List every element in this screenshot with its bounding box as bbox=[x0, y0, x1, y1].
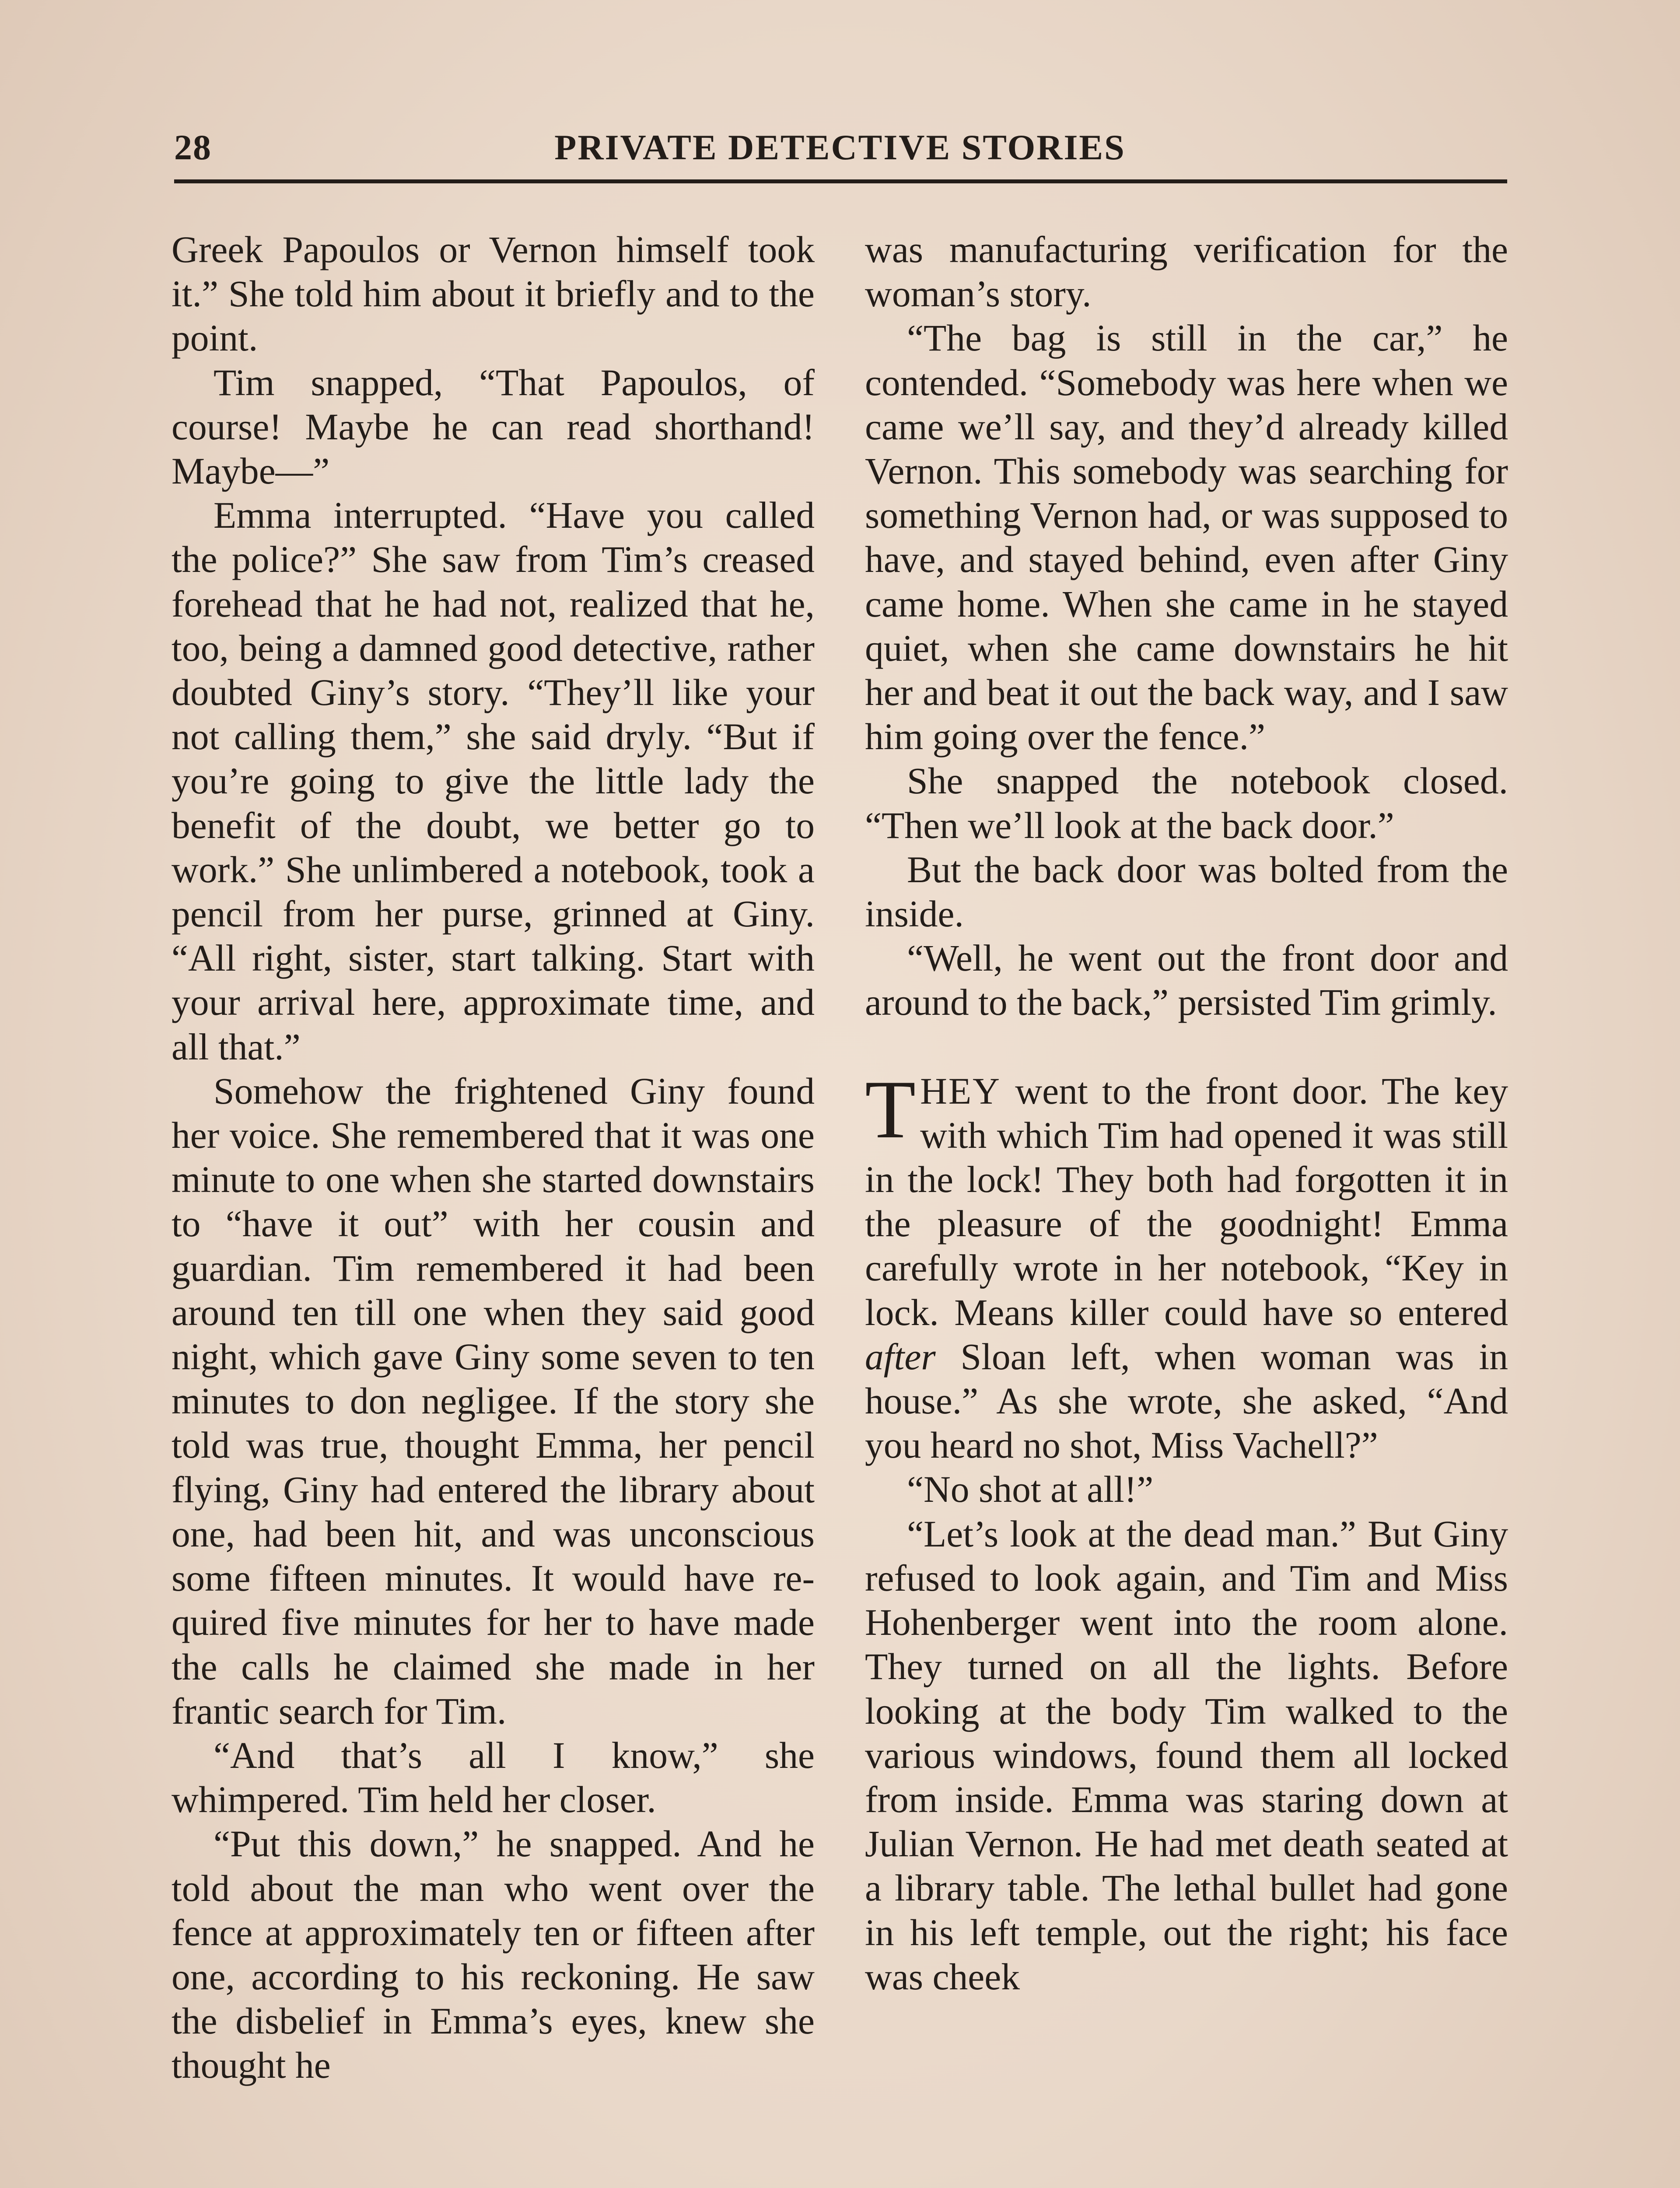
left-text-column bbox=[172, 228, 815, 2088]
paragraph-text: Sloan left, when woman was in house.” As she wrote, she asked, “And you heard no shot, Miss Vachell?” bbox=[865, 1336, 1508, 1466]
paragraph: Somehow the frightened Giny found her voice. She remembered that it was one minute to one when she started downstairs to “have it out” with her cousin and guardian. Tim remembered it had been around ten till one when they said good night, which gave Giny some seven to ten minutes to don negligee. If the story she told was true, thought Emma, her pencil flying, Giny had entered the library about one, had been hit, and was unconscious some fifteen minutes. It would have required five minutes for her to have made the calls he claimed she made in her frantic search for Tim. bbox=[172, 1070, 815, 1732]
paragraph: “And that’s all I know,” she whimpered. Tim held her closer. bbox=[172, 1734, 815, 1821]
header-rule bbox=[174, 179, 1507, 183]
section-start-paragraph bbox=[865, 1063, 1508, 1468]
paragraph-text: went to the front door. The key with which Tim had opened it was still in the lock! They both had forgotten it in the pleasure of the goodnight! Emma carefully wrote in her notebook, “Key in lock. Means killer could have so entered bbox=[865, 1070, 1508, 1333]
paragraph: Greek Papoulos or Vernon himself took it.” She told him about it briefly and to the point. bbox=[172, 229, 815, 359]
page-number: 28 bbox=[174, 127, 212, 167]
paragraph: “No shot at all!” bbox=[907, 1469, 1154, 1511]
paragraph: But the back door was bolted from the inside. bbox=[865, 849, 1508, 935]
small-caps-lead: HEY bbox=[920, 1070, 1001, 1112]
paragraph: Tim snapped, “That Papoulos, of course! Maybe he can read shorthand! Maybe—” bbox=[172, 361, 815, 492]
italic-word: after bbox=[865, 1336, 936, 1378]
paragraph: She snapped the notebook closed. “Then we’ll look at the back door.” bbox=[865, 760, 1508, 846]
paragraph: “Let’s look at the dead man.” But Giny refused to look again, and Tim and Miss Hohenberger went into the room alone. They turned on all the lights. Before looking at the body Tim walked to the various windows, found them all locked from inside. Emma was staring down at Julian Vernon. He had met death seated at a library table. The lethal bullet had gone in his left temple, out the right; his face was cheek bbox=[865, 1513, 1508, 1998]
running-title: PRIVATE DETECTIVE STORIES bbox=[554, 127, 1126, 167]
paragraph: was manufacturing verification for the woman’s story. bbox=[865, 229, 1508, 315]
right-text-column bbox=[865, 228, 1508, 1999]
drop-cap: T bbox=[865, 1063, 916, 1156]
paragraph: “Put this down,” he snapped. And he told about the man who went over the fence at approximately ten or fifteen after one, according to his reckoning. He saw the disbelief in Emma’s eyes, knew she thought he bbox=[172, 1823, 815, 2086]
paragraph: “The bag is still in the car,” he contended. “Somebody was here when we came we’ll say, and they’d already killed Vernon. This somebody was searching for something Vernon had, or was supposed to have, and stayed behind, even after Giny came home. When she came in he stayed quiet, when she came downstairs he hit her and beat it out the back way, and I saw him going over the fence.” bbox=[865, 317, 1508, 758]
paragraph: “Well, he went out the front door and around to the back,” persisted Tim grimly. bbox=[865, 937, 1508, 1024]
paragraph: Emma interrupted. “Have you called the police?” She saw from Tim’s creased forehead that he had not, realized that he, too, being a damned good detective, rather doubted Giny’s story. “They’ll like your not calling them,” she said dryly. “But if you’re going to give the little lady the benefit of the doubt, we better go to work.” She unlimbered a notebook, took a pencil from her purse, grinned at Giny. “All right, sister, start talking. Start with your arrival here, approximate time, and all that.” bbox=[172, 494, 815, 1068]
